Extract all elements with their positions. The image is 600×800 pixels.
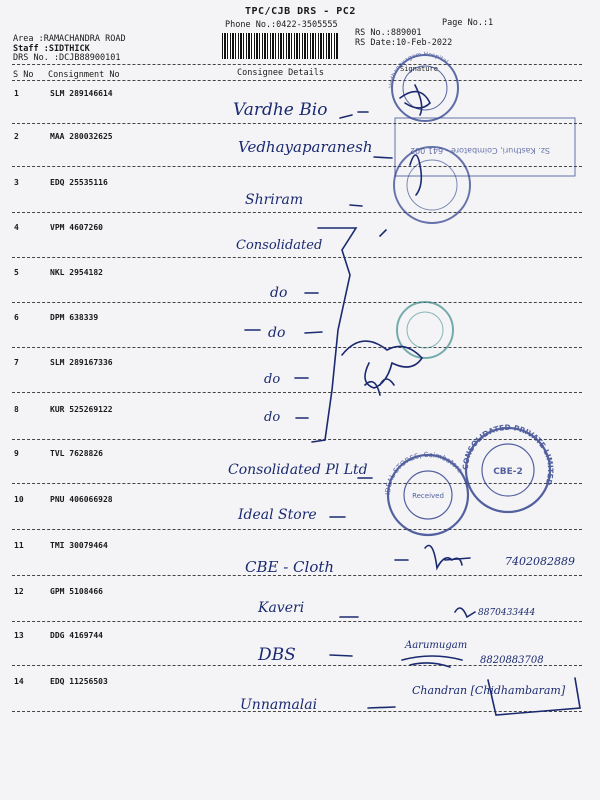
column-sno: S No: [13, 70, 34, 80]
ideal-stores-stamp: [384, 451, 468, 535]
teal-stamp: [397, 302, 453, 358]
handwriting-r11: CBE - Cloth: [245, 558, 335, 576]
consignment-number: TMI 30079464: [50, 541, 108, 550]
document-title: TPC/CJB DRS - PC2: [245, 6, 356, 17]
column-signature: Signature: [400, 65, 438, 73]
handwriting-r6: do: [268, 325, 286, 341]
area-field: Area :RAMACHANDRA ROAD: [13, 34, 126, 44]
row-number: 2: [14, 132, 19, 141]
handwriting-r10: Ideal Store: [238, 507, 317, 523]
consignment-number: MAA 280032625: [50, 132, 113, 141]
row-number: 4: [14, 223, 19, 232]
hospital-stamp-2-inner: [407, 160, 457, 210]
handwriting-r14-sign: Chandran [Chidhambaram]: [412, 684, 566, 697]
rs-number: RS No.:889001: [355, 28, 422, 38]
stamp4-text: IDEAL STORES, Coimbatore: [383, 450, 464, 496]
consignment-number: KUR 525269122: [50, 405, 113, 414]
row-number: 8: [14, 405, 19, 414]
row-number: 7: [14, 358, 19, 367]
handwriting-r14: Unnamalai: [240, 697, 318, 713]
row-number: 6: [14, 313, 19, 322]
consignment-number: DPM 638339: [50, 313, 99, 322]
page-number: Page No.:1: [442, 18, 494, 28]
stamp3-inner: CBE-2: [493, 467, 523, 477]
hospital-stamp: [388, 51, 458, 121]
column-details: Consignee Details: [237, 68, 324, 78]
row-number: 13: [14, 631, 24, 640]
handwriting-r7: do: [264, 372, 281, 387]
consignment-number: EDQ 25535116: [50, 178, 108, 187]
phone-number: Phone No.:0422-3505555: [225, 20, 338, 30]
stamp1-text: Vedhanayagam Hospital: [387, 50, 450, 89]
consolidated-stamp: [461, 423, 555, 512]
consignment-number: SLM 289146614: [50, 89, 113, 98]
handwriting-r13: DBS: [258, 645, 296, 665]
handwriting-r13-sign: Aarumugam: [405, 640, 468, 651]
consignment-number: SLM 289167336: [50, 358, 113, 367]
handwriting-r5: do: [270, 285, 288, 301]
rs-date: RS Date:10-Feb-2022: [355, 38, 453, 48]
column-consignment: Consignment No: [48, 70, 120, 80]
handwriting-r1: Vardhe Bio: [233, 100, 328, 120]
drs-number: DRS No. :DCJB88900101: [13, 53, 121, 63]
consignment-number: VPM 4607260: [50, 223, 103, 232]
handwriting-r11-phone: 7402082889: [505, 555, 575, 568]
row-number: 11: [14, 541, 24, 550]
handwriting-r9: Consolidated Pl Ltd: [228, 462, 368, 478]
row-number: 12: [14, 587, 24, 596]
handwriting-r12: Kaveri: [258, 600, 305, 616]
handwriting-r4: Consolidated: [236, 238, 323, 253]
handwritten-strokes: [245, 85, 580, 715]
row-number: 10: [14, 495, 24, 504]
consignment-number: DDG 4169744: [50, 631, 103, 640]
handwriting-r12-phone: 8870433444: [478, 608, 536, 618]
consignment-number: EDQ 11256503: [50, 677, 108, 686]
teal-stamp-inner: [407, 312, 443, 348]
hospital-stamp-2: [394, 147, 470, 223]
staff-field: Staff :SIDTHICK: [13, 44, 90, 54]
handwriting-r8: do: [264, 410, 281, 425]
stamp3-text: CONSOLIDATED PRIVATE LIMITED: [460, 422, 556, 487]
address-stamp: [395, 118, 575, 176]
consignment-number: TVL 7628826: [50, 449, 103, 458]
handwriting-r2: Vedhayaparanesh: [238, 138, 373, 156]
row-number: 9: [14, 449, 19, 458]
row-number: 1: [14, 89, 19, 98]
svg-text:IDEAL STORES, Coimbatore: [384, 451, 464, 495]
row-number: 14: [14, 677, 24, 686]
consignment-number: PNU 406066928: [50, 495, 113, 504]
handwriting-r3: Shriram: [245, 192, 304, 208]
row-number: 3: [14, 178, 19, 187]
stamp4-inner: Received: [412, 492, 444, 500]
row-number: 5: [14, 268, 19, 277]
consignment-number: GPM 5108466: [50, 587, 103, 596]
stamp2-text: Sz. Kasthuri, Coimbatore - 641 002: [409, 146, 551, 155]
handwriting-r13-phone: 8820883708: [480, 655, 544, 666]
consignment-number: NKL 2954182: [50, 268, 103, 277]
